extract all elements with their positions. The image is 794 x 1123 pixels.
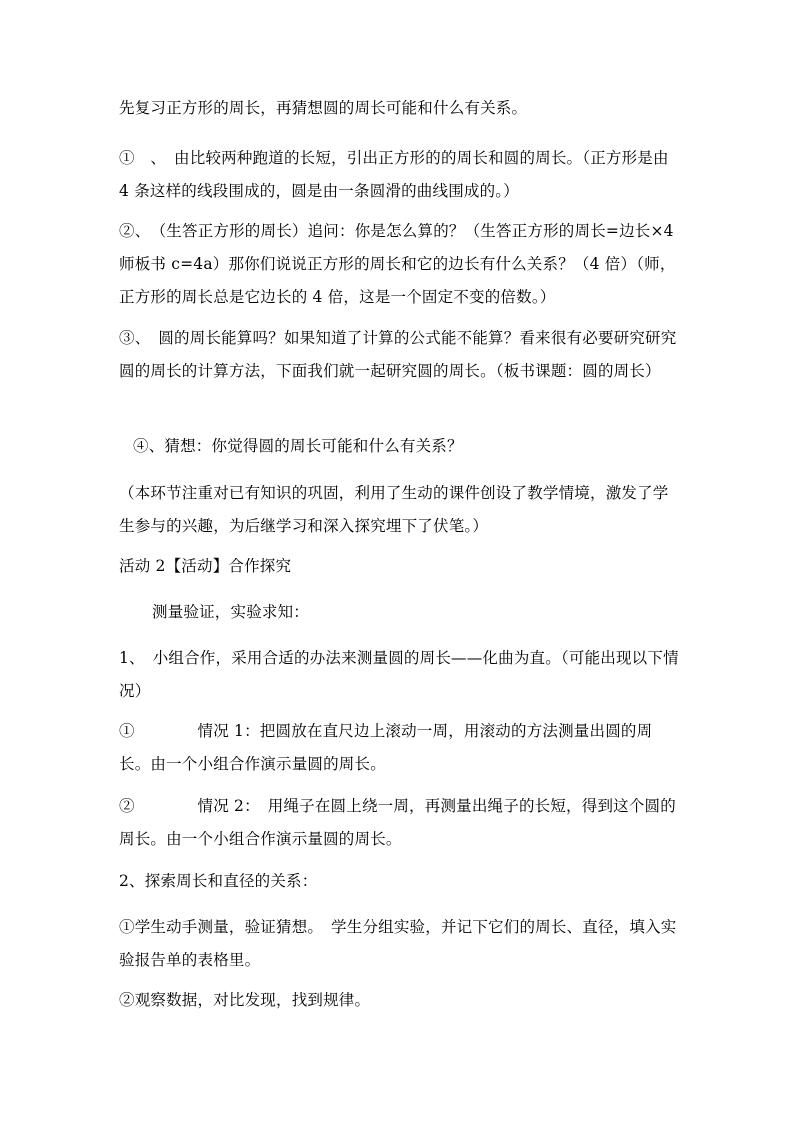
paragraph-note: （本环节注重对已有知识的巩固，利用了生动的课件创设了教学情境，激发了学生参与的兴趣，为后继学习和深入探究埋下了伏笔。） xyxy=(119,484,669,535)
paragraph-case-2: ② 情况 2： 用绳子在圆上绕一周，再测量出绳子的长短，得到这个圆的周长。由一个小组合作演示量圆的周长。 xyxy=(119,797,676,848)
paragraph-step-1: ① 、 由比较两种跑道的长短，引出正方形的的周长和圆的周长。（正方形是由 4 条这样的线段围成的，圆是由一条圆滑的曲线围成的。） xyxy=(119,149,674,200)
activity-heading: 活动 2【活动】合作探究 xyxy=(119,557,292,575)
paragraph-step-2: ②、 （生答正方形的周长）追问：你是怎么算的？（生答正方形的周长=边长×4 师板书 c=4a）那你们说说正方形的周长和它的边长有什么关系？（4 倍）（师，正方形的周长总是它边长的 4 倍，这是一个固定不变的倍数。） xyxy=(119,222,679,306)
paragraph-explore: 2、探索周长和直径的关系： xyxy=(119,872,318,890)
paragraph-observe: ②观察数据，对比发现，找到规律。 xyxy=(119,991,371,1009)
paragraph-case-1: ① 情况 1：把圆放在直尺边上滚动一周，用滚动的方法测量出圆的周长。由一个小组合作演示量圆的周长。 xyxy=(119,722,653,773)
paragraph-intro: 先复习正方形的周长，再猜想圆的周长可能和什么有关系。 xyxy=(119,99,528,117)
paragraph-group-work: 1、 小组合作，采用合适的办法来测量圆的周长——化曲为直。（可能出现以下情况） xyxy=(119,649,679,700)
paragraph-step-3: ③、 圆的周长能算吗？如果知道了计算的公式能不能算？看来很有必要研究研究圆的周长的计算方法，下面我们就一起研究圆的周长。（板书课题：圆的周长） xyxy=(119,329,677,380)
paragraph-step-4: ④、猜想：你觉得圆的周长可能和什么有关系？ xyxy=(133,437,463,455)
subheading-measure: 测量验证，实验求知： xyxy=(152,603,310,621)
paragraph-measure-verify: ①学生动手测量，验证猜想。 学生分组实验，并记下它们的周长、直径，填入实验报告单的表格里。 xyxy=(119,918,677,969)
